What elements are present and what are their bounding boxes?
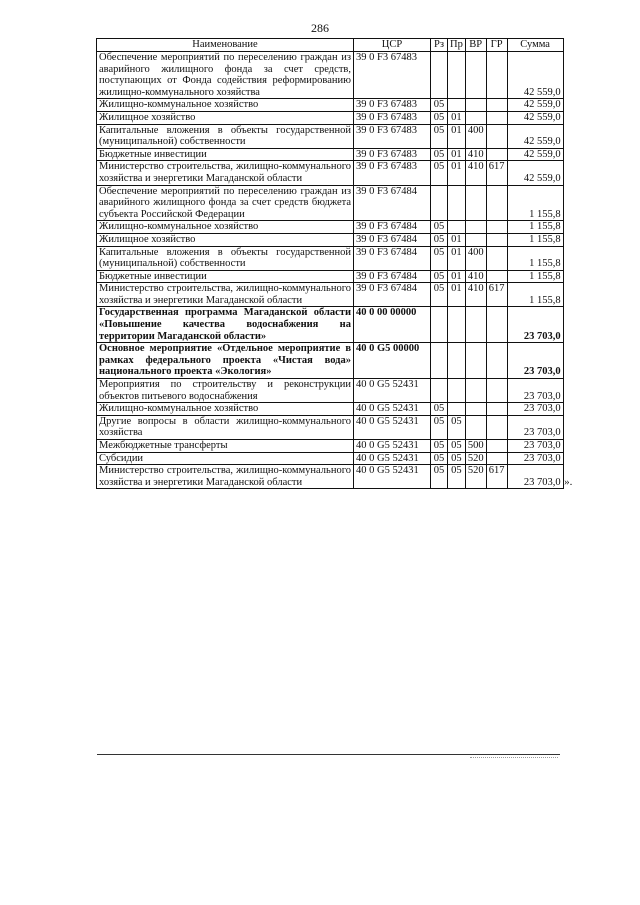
cell-gr: [486, 124, 507, 148]
cell-csr: 39 0 F3 67484: [354, 283, 431, 307]
cell-sum: 1 155,8: [507, 283, 563, 307]
bottom-separator-line-faint: [470, 757, 558, 758]
cell-pr: 01: [448, 270, 466, 283]
cell-sum: 23 703,0: [507, 343, 563, 379]
table-row: [97, 379, 564, 403]
cell-pr: [448, 52, 466, 99]
cell-gr: [486, 233, 507, 246]
table-row: [97, 270, 564, 283]
cell-pr: [448, 379, 466, 403]
cell-vr: 400: [465, 124, 486, 148]
cell-pr: 01: [448, 124, 466, 148]
table-row: [97, 415, 564, 439]
cell-rz: 05: [431, 111, 448, 124]
cell-csr: 40 0 G5 52431: [354, 452, 431, 465]
cell-vr: 410: [465, 270, 486, 283]
cell-csr: 40 0 G5 52431: [354, 465, 431, 489]
cell-csr: 39 0 F3 67483: [354, 99, 431, 112]
cell-vr: 410: [465, 161, 486, 185]
cell-csr: 39 0 F3 67483: [354, 148, 431, 161]
cell-sum: 23 703,0: [507, 379, 563, 403]
cell-vr: 410: [465, 148, 486, 161]
cell-gr: [486, 185, 507, 221]
cell-rz: 05: [431, 440, 448, 453]
cell-vr: [465, 403, 486, 416]
table-row: [97, 221, 564, 234]
cell-name: Государственная программа Магаданской области «Повышение качества водоснабжения на территории Магаданской области»: [97, 307, 354, 343]
cell-name: Жилищно-коммунальное хозяйство: [97, 99, 354, 112]
cell-name: Бюджетные инвестиции: [97, 270, 354, 283]
cell-rz: 05: [431, 283, 448, 307]
cell-pr: 05: [448, 465, 466, 489]
cell-name: Межбюджетные трансферты: [97, 440, 354, 453]
cell-name: Жилищное хозяйство: [97, 111, 354, 124]
table-row: [97, 452, 564, 465]
cell-pr: 01: [448, 233, 466, 246]
cell-gr: [486, 415, 507, 439]
table-row: [97, 307, 564, 343]
cell-name: Мероприятия по строительству и реконструкции объектов питьевого водоснабжения: [97, 379, 354, 403]
cell-csr: 40 0 G5 52431: [354, 440, 431, 453]
cell-sum: 23 703,0: [507, 307, 563, 343]
cell-name: Капитальные вложения в объекты государственной (муниципальной) собственности: [97, 124, 354, 148]
cell-rz: 05: [431, 124, 448, 148]
table-row: [97, 148, 564, 161]
cell-gr: [486, 452, 507, 465]
table-row: [97, 111, 564, 124]
cell-vr: 520: [465, 465, 486, 489]
cell-csr: 39 0 F3 67484: [354, 185, 431, 221]
cell-rz: 05: [431, 99, 448, 112]
cell-gr: [486, 403, 507, 416]
cell-name: Субсидии: [97, 452, 354, 465]
header-rz: Рз: [431, 39, 448, 52]
cell-sum: 1 155,8: [507, 270, 563, 283]
cell-gr: [486, 52, 507, 99]
cell-sum: 1 155,8: [507, 185, 563, 221]
table-row: [97, 343, 564, 379]
cell-csr: 40 0 G5 00000: [354, 343, 431, 379]
cell-rz: [431, 379, 448, 403]
cell-gr: [486, 270, 507, 283]
table-body: [97, 52, 564, 489]
cell-pr: 01: [448, 283, 466, 307]
cell-vr: 400: [465, 246, 486, 270]
cell-sum: 1 155,8: [507, 221, 563, 234]
cell-sum: 23 703,0: [507, 465, 563, 489]
cell-rz: 05: [431, 452, 448, 465]
cell-vr: [465, 185, 486, 221]
cell-vr: [465, 99, 486, 112]
cell-vr: [465, 111, 486, 124]
cell-pr: [448, 185, 466, 221]
table-row: [97, 465, 564, 489]
page-number: 286: [311, 21, 329, 35]
cell-vr: 520: [465, 452, 486, 465]
cell-gr: [486, 111, 507, 124]
cell-vr: [465, 52, 486, 99]
cell-sum: 42 559,0: [507, 161, 563, 185]
table-row: [97, 233, 564, 246]
cell-pr: 05: [448, 452, 466, 465]
cell-pr: [448, 343, 466, 379]
cell-sum: 42 559,0: [507, 52, 563, 99]
cell-rz: [431, 185, 448, 221]
cell-name: Капитальные вложения в объекты государственной (муниципальной) собственности: [97, 246, 354, 270]
cell-gr: [486, 148, 507, 161]
cell-csr: 39 0 F3 67484: [354, 221, 431, 234]
cell-pr: [448, 221, 466, 234]
cell-gr: [486, 440, 507, 453]
cell-sum: 42 559,0: [507, 148, 563, 161]
cell-name: Основное мероприятие «Отдельное мероприятие в рамках федерального проекта «Чистая вода» национального проекта «Экология»: [97, 343, 354, 379]
cell-rz: [431, 52, 448, 99]
cell-vr: [465, 415, 486, 439]
cell-sum: 23 703,0: [507, 415, 563, 439]
table-row: [97, 52, 564, 99]
cell-pr: 05: [448, 440, 466, 453]
table-row: [97, 185, 564, 221]
header-csr: ЦСР: [354, 39, 431, 52]
table-row: [97, 283, 564, 307]
cell-sum: 1 155,8: [507, 246, 563, 270]
cell-gr: [486, 343, 507, 379]
table-row: [97, 99, 564, 112]
cell-rz: 05: [431, 148, 448, 161]
cell-gr: 617: [486, 161, 507, 185]
cell-vr: 500: [465, 440, 486, 453]
cell-csr: 39 0 F3 67483: [354, 52, 431, 99]
cell-sum: 23 703,0: [507, 403, 563, 416]
header-gr: ГР: [486, 39, 507, 52]
cell-rz: 05: [431, 270, 448, 283]
cell-rz: [431, 307, 448, 343]
cell-sum: 23 703,0: [507, 440, 563, 453]
cell-name: Жилищно-коммунальное хозяйство: [97, 221, 354, 234]
cell-gr: [486, 379, 507, 403]
cell-pr: 01: [448, 161, 466, 185]
cell-rz: 05: [431, 403, 448, 416]
cell-gr: [486, 99, 507, 112]
cell-csr: 40 0 G5 52431: [354, 403, 431, 416]
cell-vr: [465, 221, 486, 234]
cell-sum: 42 559,0: [507, 111, 563, 124]
cell-vr: 410: [465, 283, 486, 307]
cell-vr: [465, 233, 486, 246]
cell-pr: [448, 99, 466, 112]
table-row: [97, 161, 564, 185]
cell-rz: 05: [431, 233, 448, 246]
bottom-separator-line: [97, 754, 560, 755]
budget-table: [96, 38, 564, 489]
cell-rz: [431, 343, 448, 379]
cell-sum: 23 703,0: [507, 452, 563, 465]
cell-csr: 39 0 F3 67483: [354, 161, 431, 185]
cell-csr: 40 0 G5 52431: [354, 379, 431, 403]
cell-pr: 05: [448, 415, 466, 439]
cell-rz: 05: [431, 415, 448, 439]
header-pr: Пр: [448, 39, 466, 52]
cell-gr: [486, 221, 507, 234]
cell-rz: 05: [431, 465, 448, 489]
cell-pr: 01: [448, 111, 466, 124]
cell-csr: 39 0 F3 67484: [354, 246, 431, 270]
cell-gr: [486, 246, 507, 270]
cell-csr: 40 0 00 00000: [354, 307, 431, 343]
cell-sum: 1 155,8: [507, 233, 563, 246]
cell-name: Министерство строительства, жилищно-коммунального хозяйства и энергетики Магаданской области: [97, 283, 354, 307]
cell-rz: 05: [431, 161, 448, 185]
cell-pr: [448, 403, 466, 416]
cell-vr: [465, 379, 486, 403]
cell-name: Обеспечение мероприятий по переселению граждан из аварийного жилищного фонда за счет средств, поступающих от Фонда содействия реформированию жилищно-коммунального хозяйства: [97, 52, 354, 99]
cell-vr: [465, 343, 486, 379]
cell-csr: 39 0 F3 67483: [354, 124, 431, 148]
cell-pr: 01: [448, 148, 466, 161]
cell-name: Обеспечение мероприятий по переселению граждан из аварийного жилищного фонда за счет средств бюджета субъекта Российской Федерации: [97, 185, 354, 221]
cell-gr: 617: [486, 283, 507, 307]
cell-csr: 39 0 F3 67484: [354, 270, 431, 283]
cell-name: Жилищно-коммунальное хозяйство: [97, 403, 354, 416]
table-row: [97, 403, 564, 416]
cell-sum: 42 559,0: [507, 124, 563, 148]
cell-gr: 617: [486, 465, 507, 489]
header-vr: ВР: [465, 39, 486, 52]
cell-name: Министерство строительства, жилищно-коммунального хозяйства и энергетики Магаданской области: [97, 465, 354, 489]
cell-vr: [465, 307, 486, 343]
table-row: [97, 440, 564, 453]
table-header-row: [97, 39, 564, 52]
cell-name: Бюджетные инвестиции: [97, 148, 354, 161]
cell-csr: 40 0 G5 52431: [354, 415, 431, 439]
header-name: Наименование: [97, 39, 354, 52]
cell-name: Министерство строительства, жилищно-коммунального хозяйства и энергетики Магаданской области: [97, 161, 354, 185]
cell-rz: 05: [431, 246, 448, 270]
cell-gr: [486, 307, 507, 343]
cell-name: Жилищное хозяйство: [97, 233, 354, 246]
cell-name: Другие вопросы в области жилищно-коммунального хозяйства: [97, 415, 354, 439]
table-row: [97, 246, 564, 270]
table-row: [97, 124, 564, 148]
cell-csr: 39 0 F3 67483: [354, 111, 431, 124]
cell-pr: 01: [448, 246, 466, 270]
header-sum: Сумма: [507, 39, 563, 52]
cell-csr: 39 0 F3 67484: [354, 233, 431, 246]
cell-sum: 42 559,0: [507, 99, 563, 112]
closing-quote-mark: ».: [564, 475, 573, 488]
cell-rz: 05: [431, 221, 448, 234]
cell-pr: [448, 307, 466, 343]
